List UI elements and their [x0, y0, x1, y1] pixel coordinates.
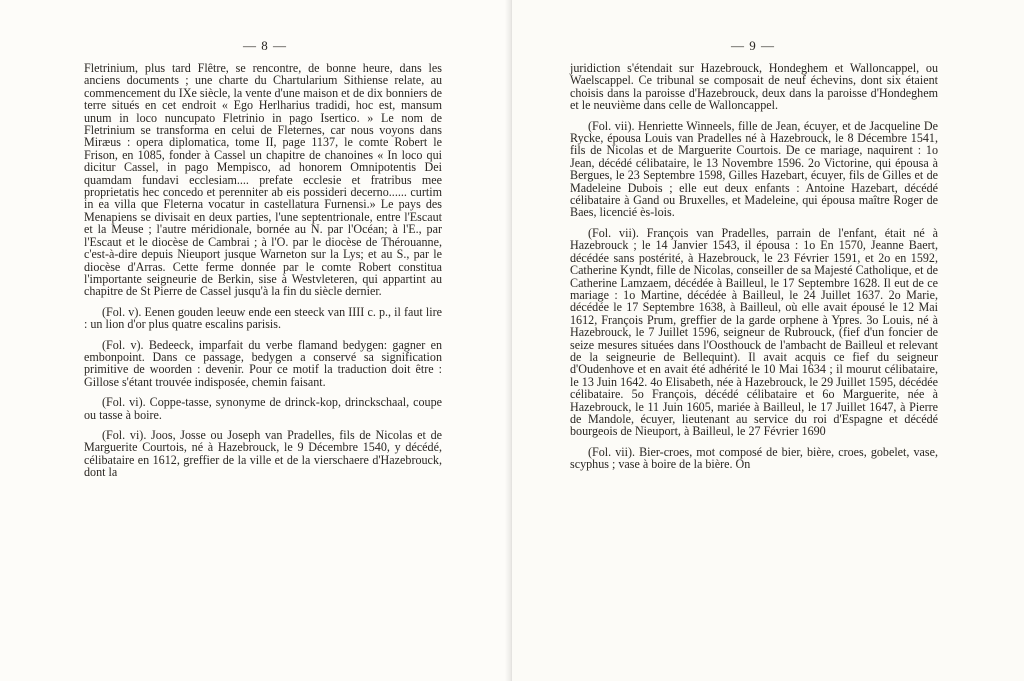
paragraph: (Fol. vii). François van Pradelles, parrain de l'enfant, était né à Hazebrouck ; le 14 Janvier 1543, il épousa : 1o En 1570, Jeanne Baert, décédée sans postérité, à Hazebrouck, le 23 Février 1591, et 2o en 1592, Catherine Kyndt, fille de Nicolas, conseiller de sa Majesté Catholique, et de Catherine Lamzaem, décédée à Bailleul, le 17 Septembre 1628. Il eut de ce mariage : 1o Martine, décédée à Bailleul, le 24 Juillet 1637. 2o Marie, décédée le 17 Septembre 1638, à Bailleul, où elle avait épousé le 12 Mai 1612, François Prum, greffier de la garde orphene à Ypres. 3o Louis, né à Hazebrouck, le 7 Juillet 1596, seigneur de Rubrouck, (fief d'un foncier de seize mesures situées dans l'Oosthouck de l'ambacht de Bailleul et relevant de la seigneurie de Bellequint). Il avait acquis ce fief du seigneur d'Oudenhove et en avait été adhérité le 10 Mai 1634 ; il mourut célibataire, le 13 Juin 1642. 4o Elisabeth, née à Hazebrouck, le 29 Juillet 1595, décédée célibataire. 5o François, décédé célibataire et 6o Marguerite, née à Hazebrouck, le 11 Juin 1605, mariée à Bailleul, le 17 Juillet 1647, à Pierre de Mandole, écuyer, lieutenant au service du roi d'Espagne et décédé bourgeois de Nieuport, à Bailleul, le 27 Février 1690 [570, 225, 938, 439]
page-number-left: — 8 — [243, 38, 287, 53]
page-number-right: — 9 — [731, 38, 775, 53]
right-page-text [570, 62, 938, 479]
paragraph: juridiction s'étendait sur Hazebrouck, Hondeghem et Walloncappel, ou Waelscappel. Ce tribunal se composait de neuf échevins, dont six étaient choisis dans la paroisse d'Hazebrouck, deux dans la paroisse d'Hondeghem et le neuvième dans celle de Walloncappel. [570, 61, 938, 113]
paragraph: (Fol. vii). Henriette Winneels, fille de Jean, écuyer, et de Jacqueline De Rycke, épousa Louis van Pradelles né à Hazebrouck, le 8 Décembre 1541, fils de Nicolas et de Marguerite Courtois. De ce mariage, naquirent : 1o Jean, décédé célibataire, le 13 Novembre 1596. 2o Victorine, qui épousa à Bergues, le 23 Septembre 1598, Gilles Hazebart, écuyer, fils de Gilles et de Madeleine Dubois ; elle eut deux enfants : Antoine Hazebart, décédé célibataire à Gand ou Bruxelles, et Madeleine, qui épousa maître Roger de Baes, licencié ès-lois. [570, 118, 938, 220]
paragraph: Fletrinium, plus tard Flêtre, se rencontre, de bonne heure, dans les anciens documents ; une charte du Chartularium Sithiense relate, au commencement du IXe siècle, la vente d'une maison et de dix bonniers de terre situés en cet endroit « Ego Herlharius tradidi, hoc est, mansum unum in loco nuncupato Fletrinio in pago Isertico. » Le nom de Fletrinium se transforma en celui de Fleternes, car nous voyons dans Miræus : opera diplomatica, tome II, page 1137, le comte Robert le Frison, en 1085, fonder à Cassel un chapitre de chanoines « In loco qui dicitur Cassel, in pago Mempisco, ad honorem Omnipotentis Dei quamdam fundavi ecclesiam.... prefate ecclesie et fratribus mee proprietatis hec concedo et perenniter ab eis possideri decerno...... curtim in ea villa que Fleterna vocatur in castellatura Furnensi.» Le pays des Menapiens se divisait en deux parties, l'une septentrionale, entre l'Escaut et la Meuse ; l'autre méridionale, bornée au N. par l'Océan; à l'E., par l'Escaut et le diocèse de Cambrai ; à l'O. par le diocèse de Thérouanne, c'est-à-dire depuis Nieuport jusque Warneton sur la Lys; et au S., par le diocèse d'Arras. Cette ferme donnée par le comte Robert constitua l'importante seigneurie de Berkin, sise à Westvleteren, qui appartint au chapitre de St Pierre de Cassel jusqu'à la fin du siècle dernier. [84, 61, 442, 299]
right-page [512, 0, 1024, 681]
paragraph: (Fol. vii). Bier-croes, mot composé de bier, bière, croes, gobelet, vase, scyphus ; vase à boire de la bière. On [570, 444, 938, 472]
left-page-text [84, 62, 442, 487]
paragraph: (Fol. v). Eenen gouden leeuw ende een steeck van IIII c. p., il faut lire : un lion d'or plus quatre escalins parisis. [84, 304, 442, 332]
paragraph: (Fol. vi). Joos, Josse ou Joseph van Pradelles, fils de Nicolas et de Marguerite Courtois, né à Hazebrouck, le 9 Décembre 1540, y décédé, célibataire en 1612, greffier de la ville et de la vierschaere d'Hazebrouck, dont la [84, 427, 442, 480]
paragraph: (Fol. vi). Coppe-tasse, synonyme de drinck-kop, drinckschaal, coupe ou tasse à boire. [84, 395, 442, 422]
paragraph: (Fol. v). Bedeeck, imparfait du verbe flamand bedygen: gagner en embonpoint. Dans ce passage, bedygen a conservé sa signification primitive de woorden : devenir. Pour ce motif la traduction doit être : Gillose s'étant trouvée indisposée, chemin faisant. [84, 337, 442, 389]
